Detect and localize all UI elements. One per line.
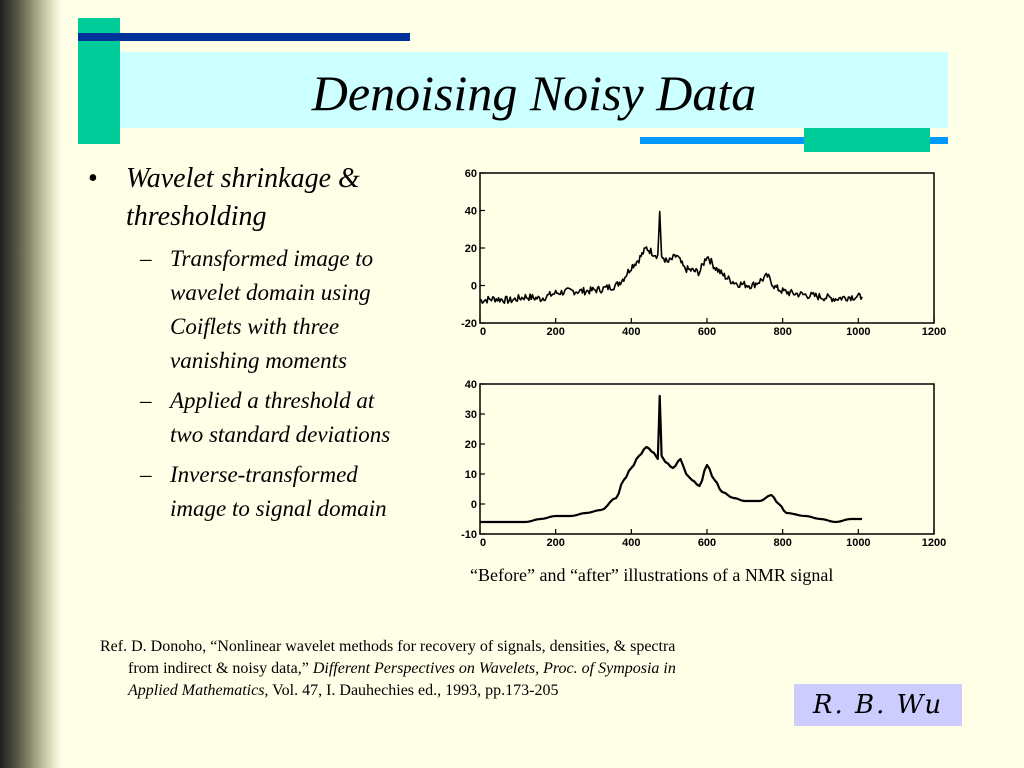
reference-line: Ref. D. Donoho, “Nonlinear wavelet methods for recovery of signals, densities, & spectra xyxy=(100,638,676,655)
y-tick-label: -20 xyxy=(461,318,477,330)
figure-caption: “Before” and “after” illustrations of a NMR signal xyxy=(470,565,834,585)
y-tick-label: 20 xyxy=(464,439,477,451)
author-signature: R. B. Wu xyxy=(794,684,962,726)
x-tick-label: 0 xyxy=(480,326,487,338)
sub-bullet-line: vanishing moments xyxy=(170,348,347,373)
x-tick-label: 600 xyxy=(697,537,717,549)
y-tick-label: -10 xyxy=(461,529,477,541)
reference-text: Vol. 47, I. Dauhechies ed., 1993, pp.173-205 xyxy=(268,682,559,699)
sub-bullet-item xyxy=(84,458,454,526)
before-signal-plot xyxy=(450,165,945,345)
sub-bullet-line: Applied a threshold at xyxy=(170,388,375,413)
x-tick-label: 600 xyxy=(697,326,717,338)
x-tick-label: 200 xyxy=(546,326,565,338)
reference-journal: Applied Mathematics, xyxy=(128,682,269,699)
reference-citation xyxy=(100,636,800,702)
x-tick-label: 400 xyxy=(622,326,641,338)
left-gradient-strip xyxy=(0,0,62,768)
x-tick-label: 1000 xyxy=(846,326,871,338)
reference-text: from indirect & noisy data,” xyxy=(128,660,313,677)
sub-bullet-line: image to signal domain xyxy=(170,496,387,521)
bullet-marker: • xyxy=(88,163,98,194)
plot-frame xyxy=(480,384,934,534)
y-tick-label: 40 xyxy=(464,205,477,218)
signal-series-line xyxy=(480,211,862,303)
y-tick-label: 30 xyxy=(464,409,477,421)
x-tick-label: 1200 xyxy=(921,326,947,338)
sub-bullet-list xyxy=(84,242,454,526)
bullet-line: thresholding xyxy=(126,201,267,232)
sub-bullet-line: two standard deviations xyxy=(170,422,391,447)
reference-journal: Different Perspectives on Wavelets, Proc. of Symposia in xyxy=(312,660,676,677)
bullet-list xyxy=(84,160,454,532)
after-signal-plot xyxy=(450,378,945,550)
y-tick-label: 40 xyxy=(464,379,477,391)
dash-marker: – xyxy=(140,388,152,413)
x-tick-label: 800 xyxy=(773,326,792,338)
x-tick-label: 800 xyxy=(773,537,792,549)
y-tick-label: 20 xyxy=(464,243,477,255)
plot-frame xyxy=(480,173,934,323)
sub-bullet-item xyxy=(84,242,454,378)
reference-line xyxy=(100,658,800,680)
signal-series-line xyxy=(480,396,862,522)
green-accent-block-right xyxy=(804,128,930,152)
sub-bullet-item xyxy=(84,384,454,452)
y-tick-label: 60 xyxy=(464,168,477,180)
x-tick-label: 1000 xyxy=(846,537,871,549)
x-tick-label: 400 xyxy=(622,537,641,549)
x-tick-label: 200 xyxy=(546,537,565,549)
dash-marker: – xyxy=(140,462,152,487)
slide-title: Denoising Noisy Data xyxy=(311,65,757,121)
sub-bullet-line: Coiflets with three xyxy=(170,314,340,339)
y-tick-label: 0 xyxy=(470,499,477,511)
x-tick-label: 0 xyxy=(480,537,487,549)
dash-marker: – xyxy=(140,246,152,271)
sub-bullet-line: Inverse-transformed xyxy=(170,462,358,487)
sub-bullet-line: wavelet domain using xyxy=(170,280,371,305)
sub-bullet-line: Transformed image to xyxy=(170,246,374,271)
reference-line xyxy=(100,680,800,702)
bullet-item xyxy=(84,160,454,236)
y-tick-label: 10 xyxy=(464,469,477,481)
bullet-line: Wavelet shrinkage & xyxy=(126,163,360,194)
y-tick-label: 0 xyxy=(470,280,477,293)
x-tick-label: 1200 xyxy=(921,537,947,549)
dark-blue-accent-bar xyxy=(78,33,410,41)
